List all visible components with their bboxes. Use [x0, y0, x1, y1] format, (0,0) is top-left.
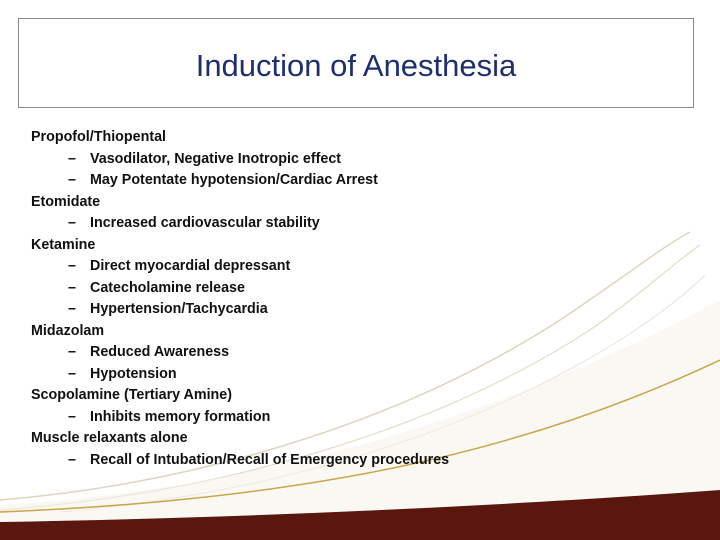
effect-text: Hypotension: [90, 365, 177, 382]
effect-text: Inhibits memory formation: [90, 408, 271, 425]
dash-bullet: –: [68, 215, 76, 231]
drug-heading: Scopolamine (Tertiary Amine): [31, 387, 232, 403]
effect-item: [31, 299, 651, 321]
dash-bullet: –: [68, 258, 76, 274]
effect-item: [31, 149, 651, 171]
drug-heading: Propofol/Thiopental: [31, 129, 167, 145]
effect-item: [31, 278, 651, 300]
effect-item: [31, 342, 651, 364]
dash-bullet: –: [68, 408, 76, 425]
drug-heading: Ketamine: [31, 236, 96, 253]
dash-bullet: –: [68, 172, 76, 188]
effect-item: [31, 213, 651, 235]
effect-text: Increased cardiovascular stability: [90, 215, 320, 231]
effect-item: [31, 170, 651, 192]
drug-heading: Midazolam: [31, 322, 105, 339]
effect-item: [31, 450, 651, 472]
effect-item: [31, 407, 651, 429]
dash-bullet: –: [68, 301, 76, 317]
effect-item: [31, 256, 651, 278]
effect-text: May Potentate hypotension/Cardiac Arrest: [90, 172, 378, 188]
effect-text: Direct myocardial depressant: [90, 258, 291, 274]
drug-heading: Muscle relaxants alone: [31, 430, 188, 446]
dash-bullet: –: [68, 150, 76, 167]
slide-content: [31, 127, 651, 471]
dash-bullet: –: [68, 451, 76, 468]
effect-text: Catecholamine release: [90, 279, 245, 296]
effect-text: Hypertension/Tachycardia: [90, 301, 268, 317]
effect-text: Reduced Awareness: [90, 344, 230, 360]
effect-text: Vasodilator, Negative Inotropic effect: [90, 150, 342, 167]
dash-bullet: –: [68, 365, 76, 382]
drug-heading: Etomidate: [31, 193, 101, 210]
title-box: [18, 18, 694, 108]
dash-bullet: –: [68, 279, 76, 296]
effect-item: [31, 364, 651, 386]
effect-text: Recall of Intubation/Recall of Emergency procedures: [90, 451, 450, 468]
slide-title: Induction of Anesthesia: [195, 48, 517, 83]
dash-bullet: –: [68, 344, 76, 360]
